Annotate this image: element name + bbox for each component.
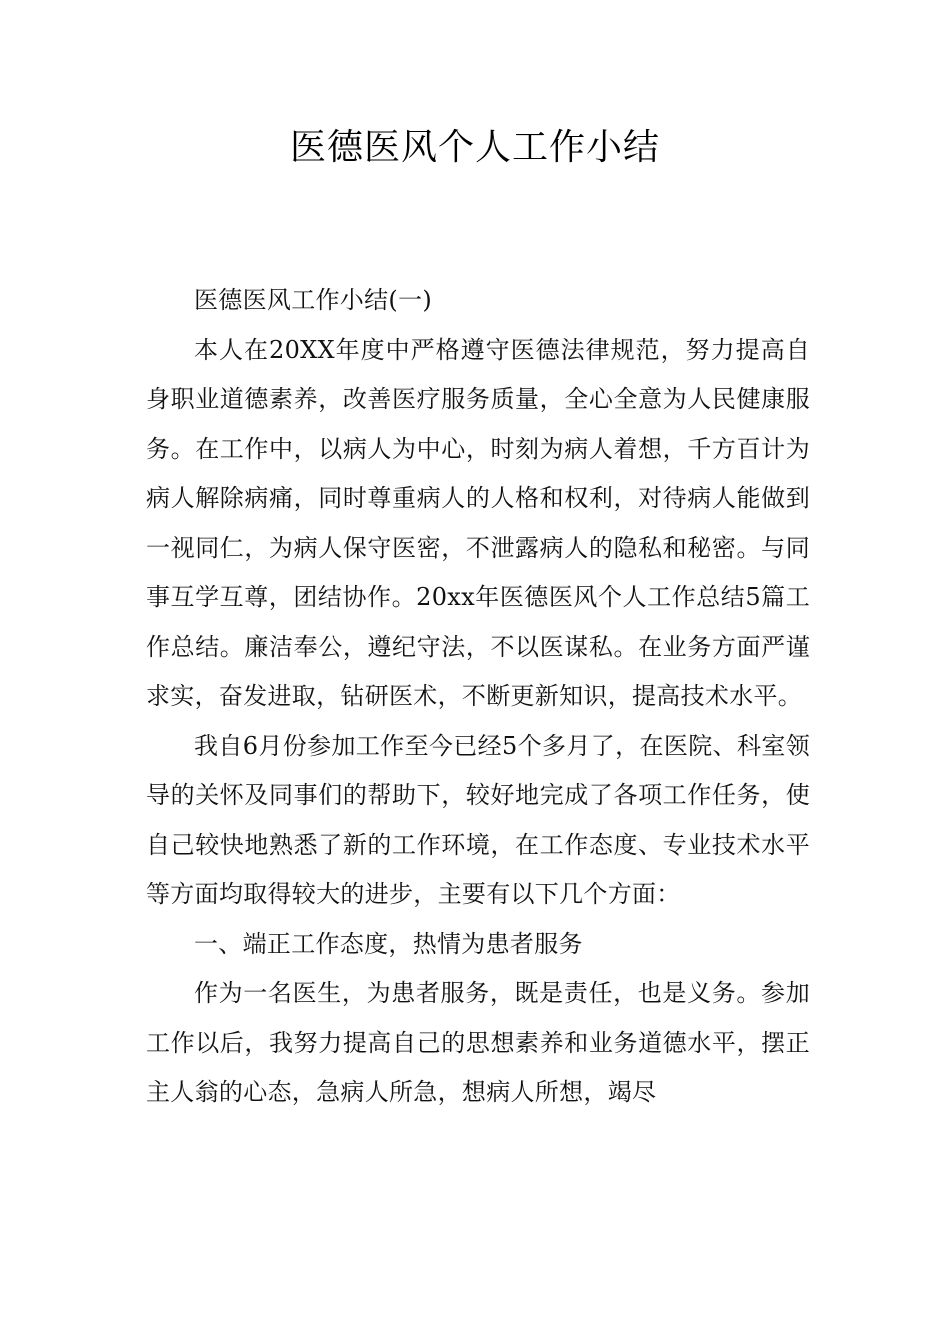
subheading-1: 一、端正工作态度，热情为患者服务 bbox=[194, 929, 583, 958]
paragraph-2: 我自6月份参加工作至今已经5个多月了，在医院、科室领导的关怀及同事们的帮助下，较好地完成了各项工作任务，使自己较快地熟悉了新的工作环境，在工作态度、专业技术水平等方面均取得较大的进步，主要有以下几个方面： bbox=[146, 731, 810, 908]
paragraph-1: 本人在20XX年度中严格遵守医德法律规范，努力提高自身职业道德素养，改善医疗服务质量，全心全意为人民健康服务。在工作中，以病人为中心，时刻为病人着想，千方百计为病人解除病痛，同时尊重病人的人格和权利，对待病人能做到一视同仁，为病人保守医密，不泄露病人的隐私和秘密。与同事互学互尊，团结协作。20xx年医德医风个人工作总结5篇工作总结。廉洁奉公，遵纪守法，不以医谋私。在业务方面严谨求实，奋发进取，钻研医术，不断更新知识，提高技术水平。 bbox=[146, 335, 810, 710]
section-heading-1: 医德医风工作小结(一) bbox=[194, 286, 433, 314]
document-body bbox=[146, 276, 810, 1118]
paragraph-3: 作为一名医生，为患者服务，既是责任，也是义务。参加工作以后，我努力提高自己的思想素养和业务道德水平，摆正主人翁的心态，急病人所急，想病人所想，竭尽 bbox=[146, 979, 810, 1106]
document-title: 医德医风个人工作小结 bbox=[289, 127, 660, 168]
